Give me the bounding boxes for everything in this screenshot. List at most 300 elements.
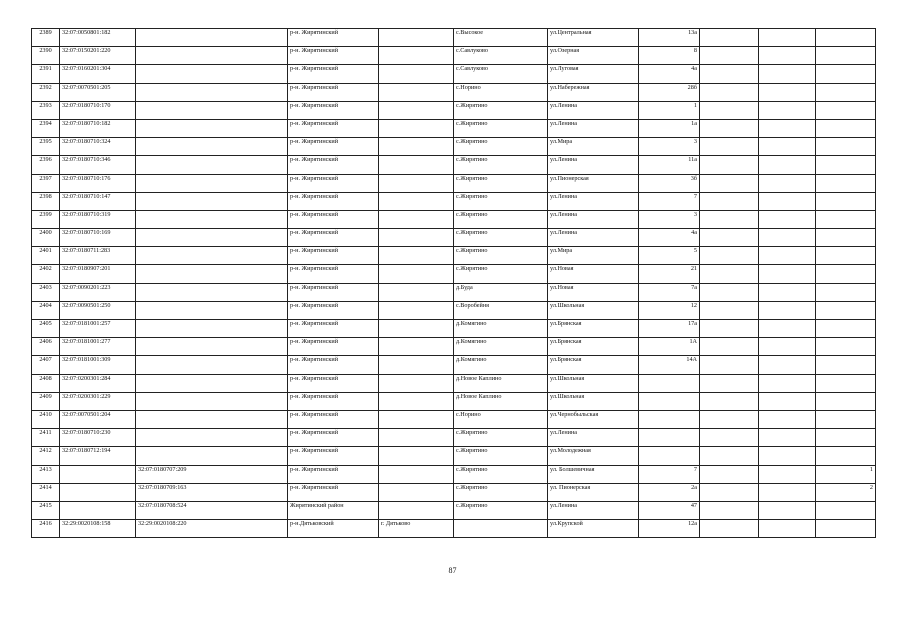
- table-row: [32, 265, 876, 283]
- cell-settlement: с.Жирятино: [454, 483, 548, 501]
- cell-cadastral-number-2: 32:07:0180707:209: [136, 465, 288, 483]
- cell-cadastral-number: 32:07:0050801:182: [60, 29, 136, 47]
- table-row: [32, 283, 876, 301]
- cell-cadastral-number-2: [136, 192, 288, 210]
- cell-street: ул.Мира: [548, 138, 639, 156]
- cell-house-number: 7: [639, 465, 700, 483]
- cell-district: р-н. Жирятинский: [288, 356, 379, 374]
- cell-district: р-н. Жирятинский: [288, 229, 379, 247]
- cell-settlement: д.Буда: [454, 283, 548, 301]
- cell-district: р-н. Жирятинский: [288, 338, 379, 356]
- cell-street: ул. Болшевичная: [548, 465, 639, 483]
- table-row: [32, 247, 876, 265]
- cell-cadastral-number: 32:07:0180710:170: [60, 101, 136, 119]
- cell-cadastral-number-2: [136, 338, 288, 356]
- cell-row-number: 2410: [32, 410, 60, 428]
- cell-house-number: 17а: [639, 320, 700, 338]
- cell-cadastral-number-2: [136, 65, 288, 83]
- cell-extra-col-2: [759, 29, 816, 47]
- cell-extra-col-2: [759, 229, 816, 247]
- cell-cadastral-number: 32:07:0180710:176: [60, 174, 136, 192]
- cell-cadastral-number: 32:07:0180907:201: [60, 265, 136, 283]
- cell-row-number: 2400: [32, 229, 60, 247]
- cell-house-number: [639, 374, 700, 392]
- table-row: [32, 210, 876, 228]
- cell-district: р-н. Жирятинский: [288, 265, 379, 283]
- cell-extra-col-3: [816, 138, 876, 156]
- cell-district: р-н. Жирятинский: [288, 320, 379, 338]
- cell-extra-col-1: [700, 101, 759, 119]
- cell-extra-col-1: [700, 192, 759, 210]
- cell-cadastral-number-2: [136, 119, 288, 137]
- cell-city: [379, 174, 454, 192]
- cell-house-number: 28б: [639, 83, 700, 101]
- cell-row-number: 2407: [32, 356, 60, 374]
- table-row: [32, 374, 876, 392]
- cell-extra-col-1: [700, 65, 759, 83]
- cell-settlement: с.Савлуково: [454, 47, 548, 65]
- registry-table-body: [32, 29, 876, 538]
- cell-extra-col-2: [759, 283, 816, 301]
- cell-house-number: [639, 410, 700, 428]
- cell-extra-col-2: [759, 247, 816, 265]
- cell-street: ул.Школьная: [548, 301, 639, 319]
- cell-extra-col-1: [700, 520, 759, 538]
- cell-cadastral-number: [60, 483, 136, 501]
- cell-cadastral-number: 32:07:0181001:277: [60, 338, 136, 356]
- cell-city: [379, 229, 454, 247]
- cell-street: ул.Ленина: [548, 210, 639, 228]
- cell-row-number: 2406: [32, 338, 60, 356]
- cell-cadastral-number-2: [136, 447, 288, 465]
- cell-city: [379, 338, 454, 356]
- cell-settlement: с.Жирятино: [454, 447, 548, 465]
- cell-settlement: с.Жирятино: [454, 265, 548, 283]
- cell-cadastral-number: 32:07:0180710:169: [60, 229, 136, 247]
- cell-extra-col-3: [816, 192, 876, 210]
- cell-row-number: 2397: [32, 174, 60, 192]
- table-row: [32, 229, 876, 247]
- cell-row-number: 2395: [32, 138, 60, 156]
- cell-row-number: 2391: [32, 65, 60, 83]
- cell-city: [379, 138, 454, 156]
- cell-row-number: 2396: [32, 156, 60, 174]
- page-number: 87: [448, 566, 457, 575]
- cell-house-number: 4а: [639, 65, 700, 83]
- cell-extra-col-1: [700, 374, 759, 392]
- cell-city: [379, 156, 454, 174]
- cell-city: [379, 65, 454, 83]
- cell-house-number: 21: [639, 265, 700, 283]
- cell-extra-col-1: [700, 283, 759, 301]
- cell-extra-col-3: [816, 229, 876, 247]
- table-row: [32, 356, 876, 374]
- cell-city: [379, 301, 454, 319]
- cell-district: р-н. Жирятинский: [288, 156, 379, 174]
- cell-street: ул.Набережная: [548, 83, 639, 101]
- cell-extra-col-2: [759, 501, 816, 519]
- cell-extra-col-3: [816, 65, 876, 83]
- cell-row-number: 2398: [32, 192, 60, 210]
- cell-street: ул.Школьная: [548, 392, 639, 410]
- cell-house-number: 3б: [639, 174, 700, 192]
- table-row: [32, 392, 876, 410]
- cell-street: ул.Ленина: [548, 101, 639, 119]
- cell-house-number: 47: [639, 501, 700, 519]
- cell-row-number: 2413: [32, 465, 60, 483]
- cell-house-number: 3: [639, 210, 700, 228]
- cell-row-number: 2399: [32, 210, 60, 228]
- cell-city: [379, 283, 454, 301]
- cell-street: ул.Молодежная: [548, 447, 639, 465]
- cell-street: ул.Ленина: [548, 119, 639, 137]
- cell-city: [379, 265, 454, 283]
- cell-cadastral-number: 32:07:0180710:182: [60, 119, 136, 137]
- cell-cadastral-number: 32:07:0180710:324: [60, 138, 136, 156]
- cell-row-number: 2408: [32, 374, 60, 392]
- cell-extra-col-3: [816, 47, 876, 65]
- cell-extra-col-1: [700, 483, 759, 501]
- table-row: [32, 320, 876, 338]
- cell-extra-col-2: [759, 483, 816, 501]
- cell-house-number: [639, 447, 700, 465]
- cell-house-number: 14А: [639, 356, 700, 374]
- cell-extra-col-1: [700, 229, 759, 247]
- cell-cadastral-number-2: [136, 210, 288, 228]
- table-row: [32, 447, 876, 465]
- cell-extra-col-3: [816, 338, 876, 356]
- cell-settlement: с.Жирятино: [454, 192, 548, 210]
- cell-extra-col-3: [816, 447, 876, 465]
- cell-extra-col-1: [700, 138, 759, 156]
- cell-extra-col-1: [700, 320, 759, 338]
- cell-row-number: 2389: [32, 29, 60, 47]
- cell-city: [379, 101, 454, 119]
- cell-district: р-н. Жирятинский: [288, 119, 379, 137]
- cell-extra-col-2: [759, 338, 816, 356]
- cell-extra-col-2: [759, 301, 816, 319]
- cell-house-number: 1А: [639, 338, 700, 356]
- cell-district: р-н. Жирятинский: [288, 301, 379, 319]
- cell-cadastral-number: 32:07:0180710:230: [60, 429, 136, 447]
- cell-extra-col-3: [816, 29, 876, 47]
- cell-extra-col-3: [816, 356, 876, 374]
- cell-cadastral-number: 32:07:0070501:205: [60, 83, 136, 101]
- cell-row-number: 2390: [32, 47, 60, 65]
- cell-district: р-н. Жирятинский: [288, 429, 379, 447]
- table-row: [32, 301, 876, 319]
- cell-row-number: 2416: [32, 520, 60, 538]
- cell-street: ул. Пионерская: [548, 483, 639, 501]
- cell-city: [379, 501, 454, 519]
- cell-street: ул.Школьная: [548, 374, 639, 392]
- cell-row-number: 2415: [32, 501, 60, 519]
- cell-settlement: с.Жирятино: [454, 156, 548, 174]
- cell-cadastral-number: 32:07:0181001:257: [60, 320, 136, 338]
- cell-cadastral-number: 32:07:0180711:283: [60, 247, 136, 265]
- cell-district: р-н. Жирятинский: [288, 392, 379, 410]
- cell-cadastral-number: 32:29:0020108:158: [60, 520, 136, 538]
- table-row: [32, 101, 876, 119]
- table-row: [32, 83, 876, 101]
- cell-settlement: с.Жирятино: [454, 119, 548, 137]
- cell-row-number: 2392: [32, 83, 60, 101]
- cell-extra-col-2: [759, 156, 816, 174]
- cell-cadastral-number-2: 32:07:0180708:524: [136, 501, 288, 519]
- cell-row-number: 2405: [32, 320, 60, 338]
- cell-house-number: 1: [639, 101, 700, 119]
- cell-cadastral-number: 32:07:0090501:250: [60, 301, 136, 319]
- cell-cadastral-number-2: [136, 320, 288, 338]
- cell-street: ул.Чернобыльская: [548, 410, 639, 428]
- cell-street: ул.Пионерская: [548, 174, 639, 192]
- cell-extra-col-1: [700, 265, 759, 283]
- cell-cadastral-number-2: [136, 374, 288, 392]
- cell-row-number: 2404: [32, 301, 60, 319]
- registry-table: [31, 28, 876, 538]
- cell-row-number: 2403: [32, 283, 60, 301]
- cell-extra-col-1: [700, 119, 759, 137]
- cell-street: ул.Ленина: [548, 156, 639, 174]
- cell-cadastral-number: [60, 465, 136, 483]
- cell-street: ул.Луговая: [548, 65, 639, 83]
- cell-house-number: 5: [639, 247, 700, 265]
- cell-extra-col-2: [759, 192, 816, 210]
- cell-cadastral-number-2: [136, 229, 288, 247]
- cell-extra-col-1: [700, 429, 759, 447]
- cell-street: ул.Мира: [548, 247, 639, 265]
- cell-extra-col-3: [816, 83, 876, 101]
- cell-extra-col-3: [816, 210, 876, 228]
- cell-cadastral-number-2: [136, 392, 288, 410]
- cell-extra-col-3: [816, 265, 876, 283]
- cell-city: [379, 410, 454, 428]
- cell-city: [379, 47, 454, 65]
- cell-settlement: с.Савлуково: [454, 65, 548, 83]
- cell-district: р-н. Жирятинский: [288, 210, 379, 228]
- cell-house-number: [639, 429, 700, 447]
- cell-extra-col-2: [759, 47, 816, 65]
- cell-house-number: 8: [639, 47, 700, 65]
- cell-extra-col-1: [700, 410, 759, 428]
- cell-cadastral-number-2: [136, 156, 288, 174]
- cell-city: [379, 247, 454, 265]
- cell-cadastral-number: 32:07:0180712:194: [60, 447, 136, 465]
- table-row: [32, 119, 876, 137]
- cell-settlement: с.Норино: [454, 410, 548, 428]
- cell-city: [379, 192, 454, 210]
- cell-cadastral-number: 32:07:0180710:346: [60, 156, 136, 174]
- cell-settlement: с.Жирятино: [454, 101, 548, 119]
- cell-extra-col-2: [759, 138, 816, 156]
- table-row: [32, 520, 876, 538]
- cell-extra-col-1: [700, 83, 759, 101]
- cell-cadastral-number-2: [136, 29, 288, 47]
- cell-extra-col-1: [700, 338, 759, 356]
- cell-city: [379, 320, 454, 338]
- cell-extra-col-3: [816, 174, 876, 192]
- cell-district: р-н. Жирятинский: [288, 83, 379, 101]
- cell-district: р-н. Жирятинский: [288, 283, 379, 301]
- table-row: [32, 465, 876, 483]
- cell-house-number: 4а: [639, 229, 700, 247]
- cell-street: ул.Озерная: [548, 47, 639, 65]
- cell-settlement: д.Комягино: [454, 338, 548, 356]
- cell-row-number: 2409: [32, 392, 60, 410]
- cell-extra-col-3: [816, 374, 876, 392]
- cell-district: р-н. Жирятинский: [288, 47, 379, 65]
- cell-extra-col-2: [759, 101, 816, 119]
- cell-extra-col-2: [759, 65, 816, 83]
- cell-cadastral-number-2: 32:29:0020108:220: [136, 520, 288, 538]
- cell-extra-col-3: [816, 119, 876, 137]
- cell-cadastral-number: 32:07:0150201:220: [60, 47, 136, 65]
- cell-cadastral-number-2: [136, 265, 288, 283]
- cell-extra-col-1: [700, 447, 759, 465]
- cell-street: ул.Ленина: [548, 501, 639, 519]
- cell-cadastral-number-2: 32:07:0180709:163: [136, 483, 288, 501]
- cell-settlement: с.Высокое: [454, 29, 548, 47]
- cell-extra-col-3: [816, 501, 876, 519]
- cell-city: [379, 83, 454, 101]
- cell-city: [379, 392, 454, 410]
- cell-extra-col-1: [700, 356, 759, 374]
- cell-city: [379, 356, 454, 374]
- cell-house-number: 3: [639, 138, 700, 156]
- table-row: [32, 501, 876, 519]
- cell-street: ул.Ленина: [548, 229, 639, 247]
- cell-settlement: с.Жирятино: [454, 501, 548, 519]
- cell-extra-col-2: [759, 447, 816, 465]
- cell-district: р-н. Жирятинский: [288, 101, 379, 119]
- cell-city: [379, 29, 454, 47]
- table-row: [32, 156, 876, 174]
- cell-district: р-н. Жирятинский: [288, 374, 379, 392]
- cell-cadastral-number: 32:07:0180710:147: [60, 192, 136, 210]
- cell-street: ул.Центральная: [548, 29, 639, 47]
- cell-house-number: 2а: [639, 483, 700, 501]
- cell-city: [379, 465, 454, 483]
- table-row: [32, 429, 876, 447]
- table-row: [32, 174, 876, 192]
- cell-extra-col-1: [700, 301, 759, 319]
- cell-settlement: с.Жирятино: [454, 229, 548, 247]
- cell-street: ул.Новая: [548, 265, 639, 283]
- cell-house-number: 7: [639, 192, 700, 210]
- cell-row-number: 2412: [32, 447, 60, 465]
- cell-extra-col-2: [759, 520, 816, 538]
- cell-street: ул.Крупской: [548, 520, 639, 538]
- cell-extra-col-2: [759, 265, 816, 283]
- cell-extra-col-2: [759, 392, 816, 410]
- cell-house-number: 12а: [639, 520, 700, 538]
- cell-extra-col-3: [816, 520, 876, 538]
- cell-district: р-н. Жирятинский: [288, 174, 379, 192]
- cell-extra-col-2: [759, 210, 816, 228]
- cell-city: [379, 447, 454, 465]
- cell-extra-col-2: [759, 410, 816, 428]
- cell-settlement: [454, 520, 548, 538]
- cell-extra-col-1: [700, 210, 759, 228]
- cell-extra-col-3: [816, 301, 876, 319]
- cell-district: р-н.Дятьковский: [288, 520, 379, 538]
- cell-cadastral-number: 32:07:0181001:309: [60, 356, 136, 374]
- cell-extra-col-1: [700, 465, 759, 483]
- cell-cadastral-number-2: [136, 247, 288, 265]
- cell-row-number: 2401: [32, 247, 60, 265]
- cell-house-number: 1а: [639, 119, 700, 137]
- cell-settlement: д.Комягино: [454, 320, 548, 338]
- cell-house-number: 7а: [639, 283, 700, 301]
- cell-settlement: с.Жирятино: [454, 174, 548, 192]
- cell-city: [379, 429, 454, 447]
- cell-extra-col-1: [700, 156, 759, 174]
- cell-cadastral-number-2: [136, 174, 288, 192]
- cell-cadastral-number-2: [136, 83, 288, 101]
- table-row: [32, 338, 876, 356]
- cell-extra-col-3: [816, 156, 876, 174]
- cell-city: [379, 483, 454, 501]
- cell-cadastral-number: 32:07:0070501:204: [60, 410, 136, 428]
- cell-cadastral-number-2: [136, 429, 288, 447]
- cell-settlement: с.Жирятино: [454, 429, 548, 447]
- cell-cadastral-number-2: [136, 410, 288, 428]
- cell-street: ул.Брянская: [548, 320, 639, 338]
- cell-extra-col-2: [759, 83, 816, 101]
- table-row: [32, 192, 876, 210]
- cell-cadastral-number-2: [136, 356, 288, 374]
- cell-district: р-н. Жирятинский: [288, 483, 379, 501]
- cell-extra-col-3: [816, 283, 876, 301]
- cell-extra-col-3: [816, 247, 876, 265]
- cell-extra-col-2: [759, 374, 816, 392]
- cell-row-number: 2411: [32, 429, 60, 447]
- table-row: [32, 47, 876, 65]
- cell-extra-col-3: [816, 410, 876, 428]
- cell-city: [379, 374, 454, 392]
- cell-house-number: 12: [639, 301, 700, 319]
- cell-cadastral-number-2: [136, 301, 288, 319]
- cell-settlement: с.Жирятино: [454, 210, 548, 228]
- cell-extra-col-2: [759, 465, 816, 483]
- cell-extra-col-1: [700, 47, 759, 65]
- cell-row-number: 2414: [32, 483, 60, 501]
- cell-street: ул.Брянская: [548, 356, 639, 374]
- cell-settlement: д.Новое Каплино: [454, 392, 548, 410]
- cell-row-number: 2394: [32, 119, 60, 137]
- cell-city: [379, 119, 454, 137]
- cell-cadastral-number-2: [136, 138, 288, 156]
- cell-extra-col-3: [816, 320, 876, 338]
- cell-street: ул.Ленина: [548, 192, 639, 210]
- cell-row-number: 2393: [32, 101, 60, 119]
- cell-district: р-н. Жирятинский: [288, 65, 379, 83]
- cell-extra-col-2: [759, 429, 816, 447]
- cell-house-number: 13а: [639, 29, 700, 47]
- cell-extra-col-2: [759, 320, 816, 338]
- table-row: [32, 483, 876, 501]
- cell-extra-col-2: [759, 119, 816, 137]
- cell-settlement: д.Новое Каплино: [454, 374, 548, 392]
- cell-row-number: 2402: [32, 265, 60, 283]
- cell-cadastral-number: 32:07:0090201:223: [60, 283, 136, 301]
- table-row: [32, 410, 876, 428]
- cell-house-number: [639, 392, 700, 410]
- cell-cadastral-number: 32:07:0180710:319: [60, 210, 136, 228]
- cell-settlement: с.Воробейня: [454, 301, 548, 319]
- cell-settlement: с.Норино: [454, 83, 548, 101]
- cell-settlement: с.Жирятино: [454, 465, 548, 483]
